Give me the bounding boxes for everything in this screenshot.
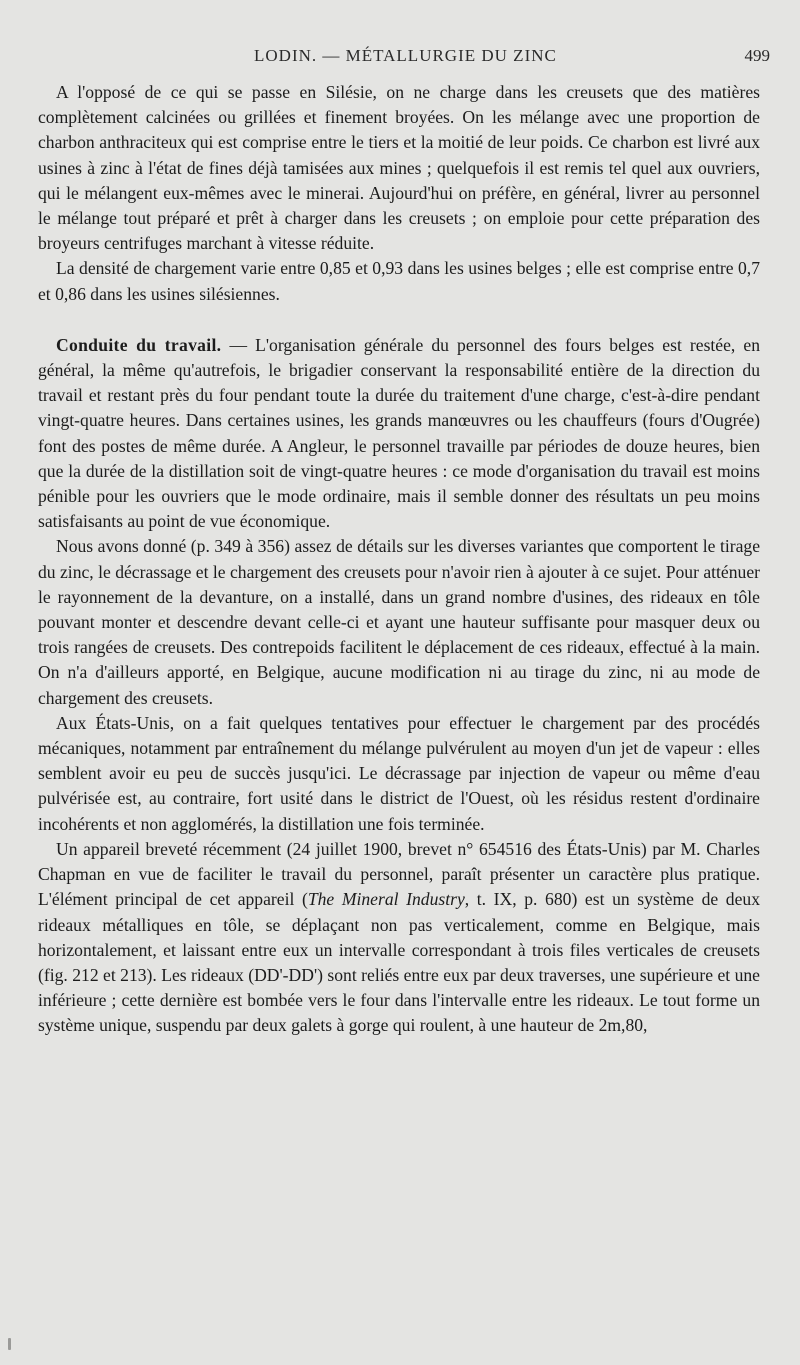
- journal-reference: The Mineral Industry: [307, 889, 465, 910]
- section-heading: Conduite du travail.: [56, 334, 222, 355]
- running-title: LODIN. — MÉTALLURGIE DU ZINC: [254, 46, 557, 65]
- paragraph-etats-unis: Aux États-Unis, on a fait quelques tentatives pour effectuer le chargement par des procédés mécaniques, notamment par entraînement du mélange pulvérulent au moyen d'un jet de vapeur : elles semblent avoir eu peu de succès jusqu'ici. Le décrassage par injection de vapeur ou même d'eau pulvérisée est, au contraire, fort usité dans le district de l'Ouest, où les résidus restent d'ordinaire incohérents et non agglomérés, la distillation une fois terminée.: [38, 712, 760, 834]
- paragraph-text-after: , t. IX, p. 680) est un système de deux rideaux métalliques en tôle, se déplaçant non pas verticalement, comme en Belgique, mais horizontalement, et laissant entre eux un intervalle correspondant à trois files verticales de creusets (fig. 212 et 213). Les rideaux (DD'-DD') sont reliés entre eux par deux traverses, une supérieure et une inférieure ; cette dernière est bombée vers le four dans l'intervalle entre les rideaux. Le tout forme un système unique, suspendu par deux galets à gorge qui roulent, à une hauteur de 2m,80,: [38, 889, 760, 1036]
- running-header: [0, 46, 800, 70]
- paragraph-charge-creusets: A l'opposé de ce qui se passe en Silésie, on ne charge dans les creusets que des matières complètement calcinées ou grillées et finement broyées. On les mélange avec une proportion de charbon anthraciteux qui est comprise entre le tiers et la moitié de leur poids. Ce charbon est livré aux usines à zinc à l'état de fines déjà tamisées aux mines ; quelquefois il est remis tel quel aux ouvriers, qui le mélangent eux-mêmes avec le minerai. Aujourd'hui on préfère, en général, livrer au personnel le mélange tout préparé et prêt à charger dans les creusets ; on emploie pour cette préparation des broyeurs centrifuges marchant à vitesse réduite.: [38, 82, 760, 254]
- paragraph-text: — L'organisation générale du personnel des fours belges est restée, en général, la même qu'autrefois, le brigadier conservant la responsabilité entière de la direction du travail et restant près du four pendant toute la durée du traitement d'une charge, c'est-à-dire pendant vingt-quatre heures. Dans certaines usines, les grands manœuvres ou les chauffeurs (fours d'Ougrée) font des postes de même durée. A Angleur, le personnel travaille par périodes de douze heures, bien que la durée de la distillation soit de vingt-quatre heures : ce mode d'organisation du travail est moins pénible pour les ouvriers que le mode ordinaire, mais il semble donner des résultats un peu moins satisfaisants au point de vue économique.: [38, 334, 760, 532]
- body-text: [38, 80, 760, 1039]
- paper-mark: [8, 1338, 11, 1350]
- paragraph-rideaux-tole: Nous avons donné (p. 349 à 356) assez de détails sur les diverses variantes que comportent le tirage du zinc, le décrassage et le chargement des creusets pour n'avoir rien à ajouter à ce sujet. Pour atténuer le rayonnement de la devanture, on a installé, dans un grand nombre d'usines, des rideaux en tôle pouvant monter et descendre devant celle-ci et ayant une hauteur suffisante pour masquer deux ou trois rangées de creusets. Des contrepoids facilitent le déplacement de ces rideaux, effectué à la main. On n'a d'ailleurs apporté, en Belgique, aucune modification ni au tirage du zinc, ni au mode de chargement des creusets.: [38, 536, 760, 708]
- paragraph-conduite-travail: [38, 333, 760, 535]
- paragraph-appareil-chapman: [38, 837, 760, 1039]
- paragraph-densite-chargement: La densité de chargement varie entre 0,85 et 0,93 dans les usines belges ; elle est comprise entre 0,7 et 0,86 dans les usines silésiennes.: [38, 258, 760, 304]
- page-number: 499: [744, 46, 770, 65]
- paragraph-text-before: Un appareil breveté récemment (24 juillet 1900, brevet n° 654516 des États-Unis) par M. Charles Chapman en vue de faciliter le travail du personnel, paraît présenter un caractère plus pratique. L'élément principal de cet appareil (: [38, 838, 760, 910]
